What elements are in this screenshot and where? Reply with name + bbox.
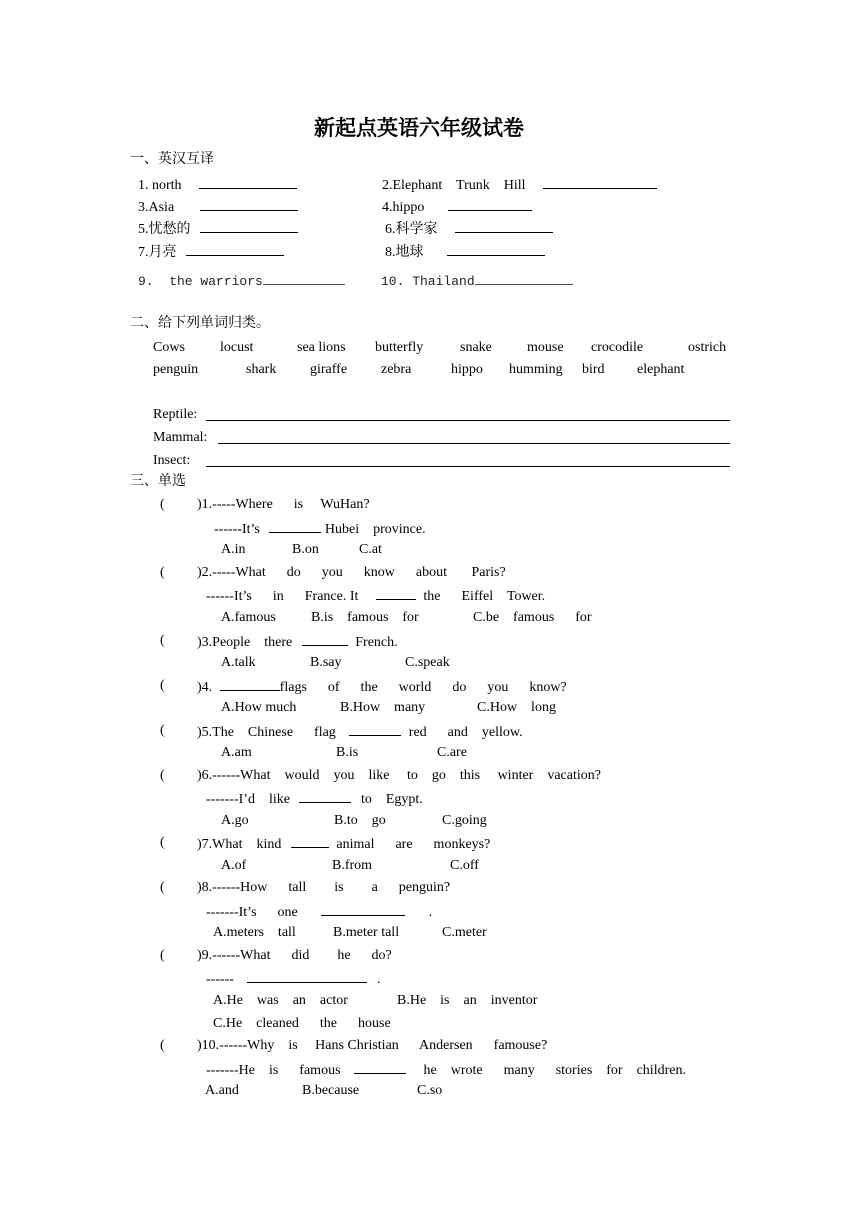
answer-blank[interactable] [475, 272, 573, 285]
option-b[interactable]: B.How many [340, 700, 426, 715]
option-a[interactable]: A.of [221, 858, 247, 873]
line-text: -------I’d like [206, 792, 290, 807]
option-b[interactable]: B.say [310, 655, 342, 670]
option-c[interactable]: C.How long [477, 700, 556, 715]
translate-item-9 [138, 272, 345, 290]
answer-paren[interactable]: ( [160, 835, 165, 850]
option-a[interactable]: A.go [221, 813, 249, 828]
item-text: 1. north [138, 178, 182, 193]
answer-blank[interactable] [199, 176, 297, 189]
option-c[interactable]: C.be famous for [473, 610, 592, 625]
answer-blank[interactable] [200, 198, 298, 211]
fill-blank[interactable] [302, 633, 348, 646]
item-text: 8.地球 [385, 245, 424, 260]
line-text: )3.People there [197, 635, 293, 650]
question-7 [197, 835, 490, 853]
translate-item-3 [138, 198, 298, 216]
option-a[interactable]: A.How much [221, 700, 297, 715]
question-9-answer-line [206, 970, 380, 988]
category-mammal-label: Mammal: [153, 430, 208, 445]
item-text: 10. Thailand [381, 274, 475, 289]
option-a[interactable]: A.am [221, 745, 252, 760]
option-c[interactable]: C.at [359, 542, 382, 557]
fill-blank[interactable] [321, 903, 405, 916]
option-c[interactable]: C.speak [405, 655, 450, 670]
option-b[interactable]: B.to go [334, 813, 386, 828]
word: ostrich [688, 340, 727, 355]
line-text: the Eiffel Tower. [423, 589, 546, 604]
category-insect-label: Insect: [153, 453, 191, 468]
answer-paren[interactable]: ( [160, 723, 165, 738]
answer-paren[interactable]: ( [160, 565, 165, 580]
answer-paren[interactable]: ( [160, 678, 165, 693]
translate-item-8 [385, 243, 545, 261]
option-c[interactable]: C.off [450, 858, 479, 873]
option-b[interactable]: B.from [332, 858, 373, 873]
fill-blank[interactable] [299, 790, 351, 803]
word: bird [582, 362, 605, 377]
item-text: 5.忧愁的 [138, 222, 191, 237]
category-reptile-label: Reptile: [153, 407, 198, 422]
answer-paren[interactable]: ( [160, 880, 165, 895]
answer-blank[interactable] [186, 243, 284, 256]
category-insect-line[interactable] [206, 466, 730, 467]
word: zebra [381, 362, 412, 377]
fill-blank[interactable] [220, 678, 280, 691]
item-text: 7.月亮 [138, 245, 177, 260]
question-5 [197, 723, 523, 741]
section-2-heading: 二、给下列单词归类。 [130, 316, 270, 331]
line-text: )4. [197, 680, 213, 695]
word: sea lions [297, 340, 346, 355]
option-c[interactable]: C.so [417, 1083, 443, 1098]
word: butterfly [375, 340, 424, 355]
word: shark [246, 362, 277, 377]
answer-paren[interactable]: ( [160, 768, 165, 783]
option-b[interactable]: B.on [292, 542, 319, 557]
category-reptile-line[interactable] [206, 420, 730, 421]
option-a[interactable]: A.famous [221, 610, 276, 625]
option-a[interactable]: A.He was an actor [213, 993, 348, 1008]
answer-blank[interactable] [200, 220, 298, 233]
question-1: )1.-----Where is WuHan? [197, 497, 370, 512]
answer-blank[interactable] [543, 176, 657, 189]
line-text: . [428, 905, 433, 920]
line-text: . [376, 972, 381, 987]
question-2: )2.-----What do you know about Paris? [197, 565, 506, 580]
word: mouse [527, 340, 564, 355]
item-text: 3.Asia [138, 200, 175, 215]
question-6: )6.------What would you like to go this winter vacation? [197, 768, 601, 783]
word: hippo [451, 362, 483, 377]
line-text: -------It’s one [206, 905, 298, 920]
question-3 [197, 633, 398, 651]
fill-blank[interactable] [247, 970, 367, 983]
category-mammal-line[interactable] [218, 443, 730, 444]
option-b[interactable]: B.is famous for [311, 610, 419, 625]
item-text: 4.hippo [382, 200, 425, 215]
translate-item-7 [138, 243, 284, 261]
page-title: 新起点英语六年级试卷 [314, 116, 524, 140]
word: penguin [153, 362, 199, 377]
option-b[interactable]: B.because [302, 1083, 360, 1098]
word: locust [220, 340, 254, 355]
option-b[interactable]: B.is [336, 745, 359, 760]
line-text: ------It’s in France. It [206, 589, 359, 604]
line-text: French. [355, 635, 398, 650]
question-10-answer-line [206, 1061, 686, 1079]
answer-blank[interactable] [448, 198, 532, 211]
option-c[interactable]: C.meter [442, 925, 487, 940]
question-4 [197, 678, 567, 696]
word: snake [460, 340, 492, 355]
option-c[interactable]: C.going [442, 813, 487, 828]
word: crocodile [591, 340, 644, 355]
line-text: )7.What kind [197, 837, 282, 852]
line-text: he wrote many stories for children. [423, 1063, 686, 1078]
option-c[interactable]: C.are [437, 745, 467, 760]
line-text: -------He is famous [206, 1063, 341, 1078]
question-8: )8.------How tall is a penguin? [197, 880, 451, 895]
fill-blank[interactable] [376, 587, 416, 600]
translate-item-5 [138, 220, 298, 238]
line-text: ------ [206, 972, 234, 987]
translate-item-2 [382, 176, 657, 194]
answer-blank[interactable] [263, 272, 345, 285]
option-a[interactable]: A.talk [221, 655, 256, 670]
fill-blank[interactable] [349, 723, 401, 736]
fill-blank[interactable] [354, 1061, 406, 1074]
option-b[interactable]: B.He is an inventor [397, 993, 538, 1008]
translate-item-6 [385, 220, 553, 238]
option-a[interactable]: A.and [205, 1083, 239, 1098]
item-text: 2.Elephant Trunk Hill [382, 178, 526, 193]
answer-paren[interactable]: ( [160, 633, 165, 648]
answer-blank[interactable] [447, 243, 545, 256]
line-text: flags of the world do you know? [279, 680, 567, 695]
answer-paren[interactable]: ( [160, 1038, 165, 1053]
line-text: animal are monkeys? [336, 837, 491, 852]
item-text: 6.科学家 [385, 222, 438, 237]
line-text: ------It’s [214, 522, 260, 537]
option-b[interactable]: B.meter tall [333, 925, 400, 940]
answer-paren[interactable]: ( [160, 497, 165, 512]
line-text: to Egypt. [360, 792, 423, 807]
option-c[interactable]: C.He cleaned the house [213, 1016, 391, 1031]
question-8-answer-line [206, 903, 432, 921]
section-3-heading: 三、单选 [130, 474, 186, 489]
line-text: red and yellow. [408, 725, 523, 740]
question-9: )9.------What did he do? [197, 948, 392, 963]
word: giraffe [310, 362, 348, 377]
word: humming [509, 362, 563, 377]
section-1-heading: 一、英汉互译 [130, 152, 214, 167]
option-a[interactable]: A.in [221, 542, 246, 557]
question-10: )10.------Why is Hans Christian Andersen famouse? [197, 1038, 548, 1053]
fill-blank[interactable] [291, 835, 329, 848]
question-1-answer-line [214, 520, 426, 538]
word: elephant [637, 362, 685, 377]
translate-item-1 [138, 176, 297, 194]
question-2-answer-line [206, 587, 545, 605]
line-text: )5.The Chinese flag [197, 725, 336, 740]
answer-paren[interactable]: ( [160, 948, 165, 963]
fill-blank[interactable] [269, 520, 321, 533]
item-text: 9. the warriors [138, 274, 263, 289]
line-text: Hubei province. [324, 522, 426, 537]
option-a[interactable]: A.meters tall [213, 925, 296, 940]
word: Cows [153, 340, 185, 355]
translate-item-4 [382, 198, 532, 216]
answer-blank[interactable] [455, 220, 553, 233]
question-6-answer-line [206, 790, 423, 808]
translate-item-10 [381, 272, 573, 290]
